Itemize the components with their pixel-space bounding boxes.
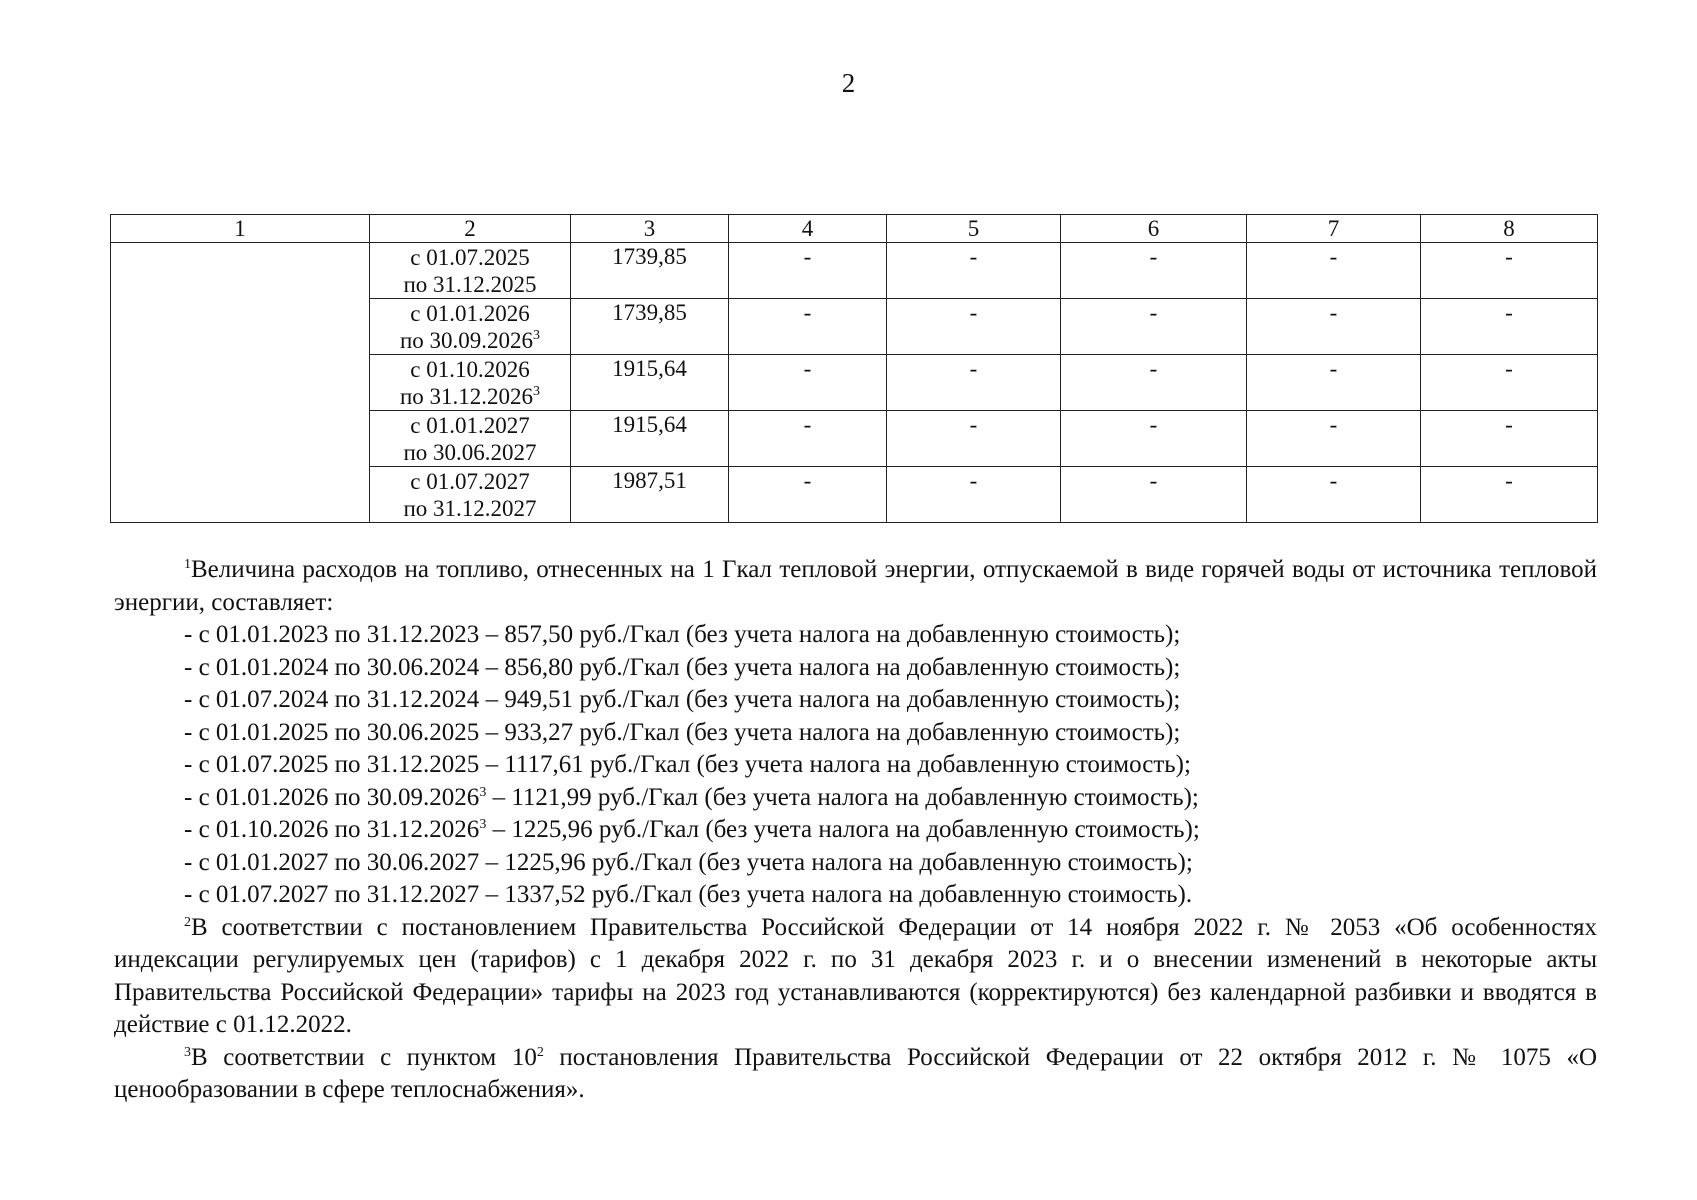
- footnote-marker: 3: [184, 1044, 191, 1060]
- item-value: – 856,80 руб./Гкал (без учета налога на добавленную стоимость);: [479, 653, 1181, 681]
- period-start: с 01.01.2026: [410, 301, 530, 326]
- period-end-date: по 31.12.2025: [403, 272, 537, 297]
- price-cell: 1915,64: [571, 355, 729, 411]
- period-end: [370, 271, 570, 298]
- price-cell: 1739,85: [571, 243, 729, 299]
- footnote-superscript: 2: [536, 1044, 544, 1060]
- item-period: - с 01.01.2025 по 30.06.2025: [184, 718, 480, 746]
- footnote-1-item: [114, 814, 1597, 847]
- empty-value-cell: -: [1421, 243, 1598, 299]
- footnote-marker: 1: [184, 557, 191, 572]
- footnote-3: [114, 1042, 1597, 1107]
- table-row: [111, 243, 1598, 299]
- item-period: - с 01.10.2026 по 31.12.2026: [184, 816, 480, 843]
- period-start: с 01.07.2025: [410, 245, 530, 270]
- footnotes: [114, 554, 1597, 1107]
- footnote-1-item: [114, 652, 1597, 685]
- footnote-1-item: [114, 717, 1597, 750]
- footnote-2: [114, 912, 1597, 1042]
- period-end-date: по 31.12.2027: [403, 496, 537, 521]
- footnote-1-item: [114, 847, 1597, 880]
- column-header-5: 5: [887, 215, 1061, 243]
- table-header-row: [111, 215, 1598, 243]
- period-end: [370, 495, 570, 522]
- price-cell: 1739,85: [571, 299, 729, 355]
- page-number: 2: [841, 68, 856, 98]
- period-cell: [370, 243, 571, 299]
- empty-value-cell: -: [887, 411, 1061, 467]
- empty-value-cell: -: [1247, 243, 1421, 299]
- empty-value-cell: -: [729, 467, 887, 523]
- footnote-text: постановления Правительства Российской Федерации от 22 октября 2012 г. № 1075 «О ценообразовании в сфере теплоснабжения».: [114, 1043, 1597, 1103]
- price-cell: 1915,64: [571, 411, 729, 467]
- empty-value-cell: -: [1247, 411, 1421, 467]
- footnote-1-item: [114, 749, 1597, 782]
- empty-value-cell: -: [1247, 299, 1421, 355]
- footnote-1-list: [114, 619, 1597, 912]
- period-start: с 01.01.2027: [410, 413, 530, 438]
- footnote-1-item: [114, 619, 1597, 652]
- row-group-cell: [111, 243, 370, 523]
- empty-value-cell: -: [1247, 467, 1421, 523]
- item-period: - с 01.01.2024 по 30.06.2024: [184, 653, 480, 681]
- empty-value-cell: -: [1061, 243, 1247, 299]
- period-cell: [370, 299, 571, 355]
- item-period: - с 01.07.2025 по 31.12.2025: [184, 751, 480, 778]
- period-cell: [370, 355, 571, 411]
- period-end-date: по 30.09.2026: [399, 328, 534, 353]
- item-value: – 1225,96 руб./Гкал (без учета налога на добавленную стоимость);: [479, 848, 1193, 876]
- column-header-4: 4: [729, 215, 887, 243]
- empty-value-cell: -: [729, 355, 887, 411]
- empty-value-cell: -: [887, 355, 1061, 411]
- item-footnote-ref: 3: [479, 784, 487, 800]
- period-footnote-ref: 3: [533, 328, 541, 343]
- empty-value-cell: -: [887, 299, 1061, 355]
- item-value: – 1225,96 руб./Гкал (без учета налога на добавленную стоимость);: [486, 816, 1200, 843]
- item-period: - с 01.07.2027 по 31.12.2027: [184, 881, 480, 908]
- empty-value-cell: -: [1421, 467, 1598, 523]
- period-end-date: по 31.12.2026: [399, 384, 534, 409]
- column-header-1: 1: [111, 215, 370, 243]
- empty-value-cell: -: [1061, 299, 1247, 355]
- period-cell: [370, 411, 571, 467]
- empty-value-cell: -: [887, 467, 1061, 523]
- empty-value-cell: -: [729, 299, 887, 355]
- empty-value-cell: -: [1061, 355, 1247, 411]
- footnote-1-item: [114, 879, 1597, 912]
- period-end: [370, 327, 570, 354]
- item-period: - с 01.01.2026 по 30.09.2026: [184, 783, 480, 811]
- footnote-text: В соответствии с пунктом 10: [191, 1043, 537, 1071]
- column-header-7: 7: [1247, 215, 1421, 243]
- footnote-1-item: [114, 782, 1597, 815]
- period-start: с 01.10.2026: [410, 357, 530, 382]
- period-end: [370, 383, 570, 410]
- period-start: с 01.07.2027: [410, 469, 530, 494]
- period-footnote-ref: 3: [533, 384, 541, 399]
- period-end: [370, 439, 570, 466]
- item-value: – 949,51 руб./Гкал (без учета налога на добавленную стоимость);: [479, 686, 1181, 713]
- empty-value-cell: -: [1061, 411, 1247, 467]
- item-period: - с 01.01.2027 по 30.06.2027: [184, 848, 480, 876]
- item-value: – 933,27 руб./Гкал (без учета налога на добавленную стоимость);: [479, 718, 1181, 746]
- period-cell: [370, 467, 571, 523]
- tariff-table: [110, 214, 1598, 523]
- item-value: – 857,50 руб./Гкал (без учета налога на добавленную стоимость);: [479, 621, 1181, 648]
- footnote-1-item: [114, 684, 1597, 717]
- empty-value-cell: -: [1421, 411, 1598, 467]
- empty-value-cell: -: [1247, 355, 1421, 411]
- footnote-text: В соответствии с постановлением Правительства Российской Федерации от 14 ноября 2022 г. № 2053 «Об особенностях индексации регулируемых цен (тарифов) с 1 декабря 2022 г. по 31 декабря 2023 г. и о внесении изменений в некоторые акты Правительства Российской Федерации» тарифы на 2023 год устанавливаются (корректируются) без календарной разбивки и вводятся в действие с 01.12.2022.: [114, 913, 1597, 1038]
- footnote-marker: 2: [184, 914, 191, 930]
- empty-value-cell: -: [729, 243, 887, 299]
- footnote-1-intro: [114, 554, 1597, 619]
- item-value: – 1121,99 руб./Гкал (без учета налога на добавленную стоимость);: [486, 783, 1199, 811]
- column-header-6: 6: [1061, 215, 1247, 243]
- price-cell: 1987,51: [571, 467, 729, 523]
- item-period: - с 01.07.2024 по 31.12.2024: [184, 686, 480, 713]
- column-header-8: 8: [1421, 215, 1598, 243]
- item-value: – 1337,52 руб./Гкал (без учета налога на добавленную стоимость).: [479, 881, 1193, 908]
- column-header-2: 2: [370, 215, 571, 243]
- empty-value-cell: -: [1421, 299, 1598, 355]
- column-header-3: 3: [571, 215, 729, 243]
- empty-value-cell: -: [1061, 467, 1247, 523]
- empty-value-cell: -: [1421, 355, 1598, 411]
- item-value: – 1117,61 руб./Гкал (без учета налога на добавленную стоимость);: [479, 751, 1191, 778]
- period-end-date: по 30.06.2027: [403, 440, 537, 465]
- item-period: - с 01.01.2023 по 31.12.2023: [184, 621, 480, 648]
- empty-value-cell: -: [887, 243, 1061, 299]
- footnote-text: Величина расходов на топливо, отнесенных на 1 Гкал тепловой энергии, отпускаемой в виде горячей воды от источника тепловой энергии, составляет:: [114, 556, 1597, 616]
- empty-value-cell: -: [729, 411, 887, 467]
- item-footnote-ref: 3: [479, 817, 487, 832]
